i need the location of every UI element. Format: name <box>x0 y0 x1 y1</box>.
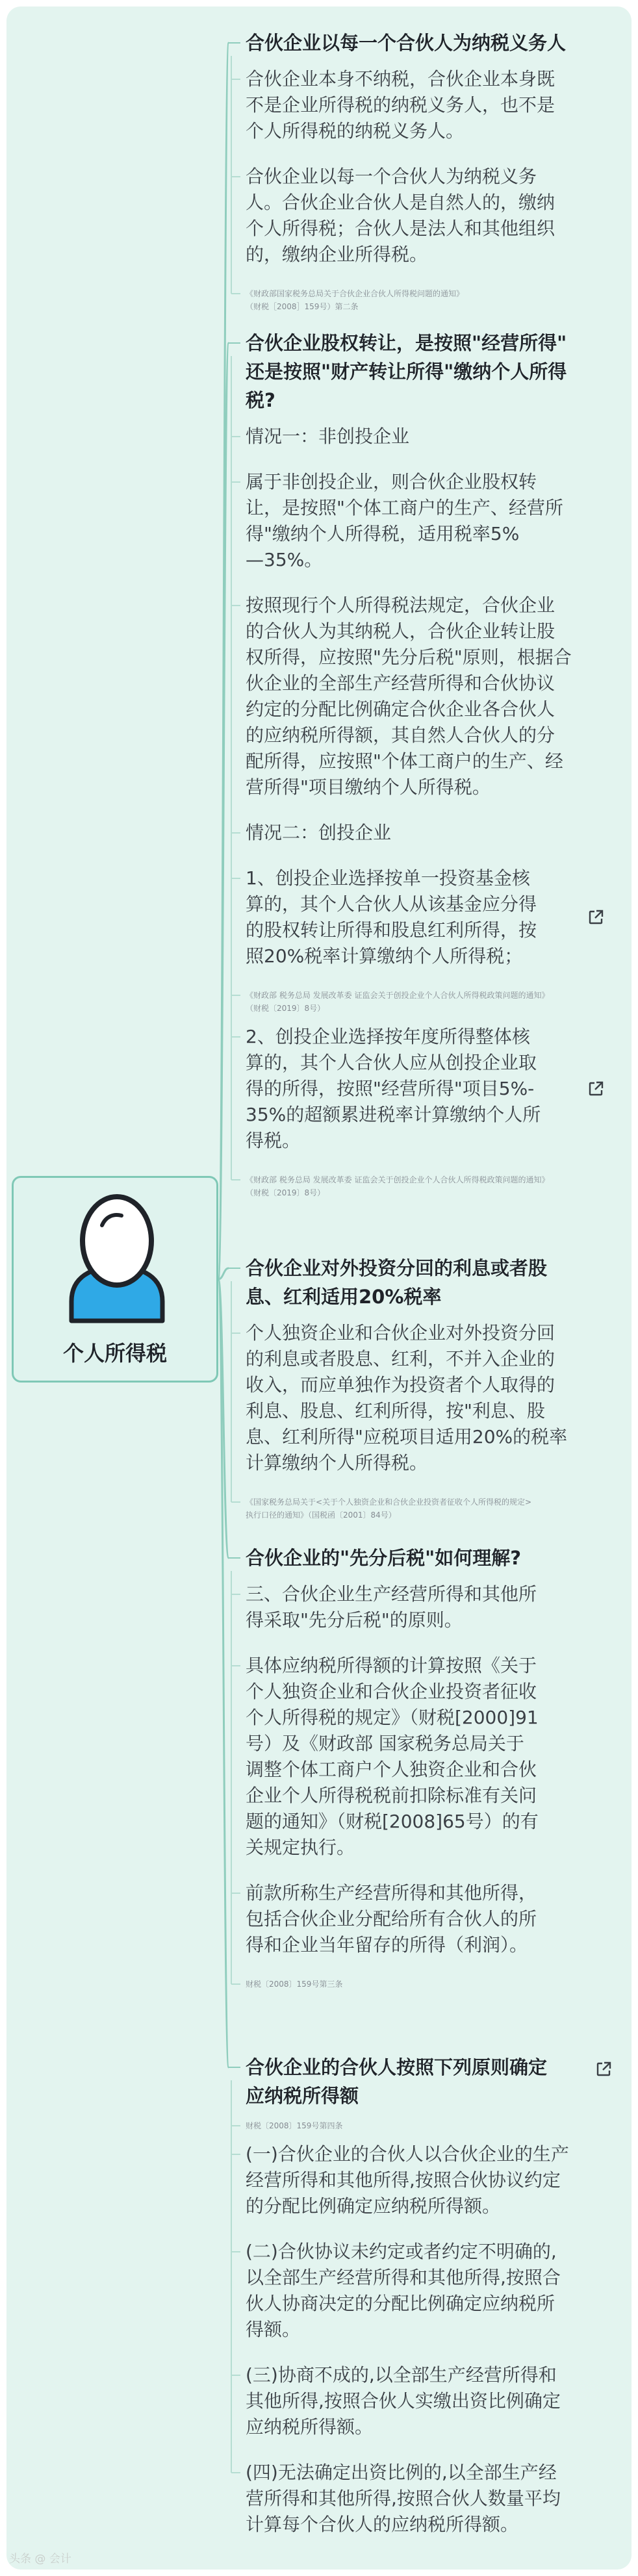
branch-title-line: 应纳税所得额 <box>246 2085 359 2107</box>
branch-title-line: 税? <box>246 389 275 411</box>
content-paragraph-line: 得和企业当年留存的所得（利润）。 <box>246 1934 528 1956</box>
content-paragraph-line: 得采取"先分后税"的原则。 <box>246 1609 463 1631</box>
content-paragraph <box>246 2239 561 2343</box>
content-paragraph-line: (一)合伙企业的合伙人以合伙企业的生产 <box>246 2143 569 2165</box>
branch-title-line: 还是按照"财产转让所得"缴纳个人所得 <box>246 361 567 383</box>
content-paragraph-line: 号）及《财政部 国家税务总局关于 <box>246 1733 524 1754</box>
branch-title-line: 合伙企业对外投资分回的利息或者股 <box>246 1257 548 1279</box>
content-paragraph-line: 题的通知》（财税[2008]65号）的有 <box>246 1811 539 1832</box>
content-paragraph-line: 按照现行个人所得税法规定，合伙企业 <box>246 594 555 616</box>
content-paragraph <box>246 1581 537 1633</box>
source-citation-note-line: 财税〔2008〕159号第三条 <box>246 1980 343 1989</box>
content-paragraph <box>246 1320 567 1476</box>
source-citation-note-line: 财税〔2008〕159号第四条 <box>246 2121 343 2130</box>
content-paragraph-line: 个人所得税的纳税义务人。 <box>246 120 465 142</box>
content-paragraph-line: 不是企业所得税的纳税义务人，也不是 <box>246 94 555 116</box>
content-paragraph-line: 的合伙人为其纳税人，合伙企业转让股 <box>246 620 555 642</box>
content-paragraph-line: 个人所得税的规定》（财税[2000]91 <box>246 1707 539 1728</box>
content-paragraph-line: 得税。 <box>246 1130 301 1151</box>
content-paragraph-line: 个人所得税；合伙人是法人和其他组织 <box>246 218 555 239</box>
branch-title[interactable] <box>246 2053 547 2110</box>
content-paragraph-line: 情况二：创投企业 <box>246 822 392 843</box>
content-paragraph-line: 企业个人所得税税前扣除标准有关问 <box>246 1785 537 1806</box>
content-paragraph <box>246 1024 541 1154</box>
content-paragraph-line: —35%。 <box>246 549 323 570</box>
source-citation-note-line: 《国家税务总局关于<关于个人独资企业和合伙企业投资者征收个人所得税的规定> <box>246 1498 532 1507</box>
content-paragraph-line: 息、红利所得"应税项目适用20%的税率 <box>246 1426 568 1447</box>
content-paragraph <box>246 2141 569 2219</box>
branch-title-line: 合伙企业的合伙人按照下列原则确定 <box>246 2056 548 2078</box>
content-paragraph-line: 收入，而应单独作为投资者个人取得的 <box>246 1374 555 1396</box>
central-topic-label: 个人所得税 <box>62 1341 167 1366</box>
content-paragraph-line: 35%的超额累进税率计算缴纳个人所 <box>246 1104 541 1125</box>
content-paragraph-line: 人。合伙企业合伙人是自然人的，缴纳 <box>246 192 555 213</box>
content-paragraph <box>246 2460 561 2538</box>
content-paragraph-line: 其他所得,按照合伙人实缴出资比例确定 <box>246 2390 561 2412</box>
content-paragraph-line: 合伙企业以每一个合伙人为纳税义务 <box>246 166 537 187</box>
content-paragraph-line: 让，是按照"个体工商户的生产、经营所 <box>246 497 563 518</box>
content-paragraph-line: 得的所得，按照"经营所得"项目5%- <box>246 1078 535 1099</box>
source-citation-note <box>246 287 464 313</box>
content-paragraph <box>246 2362 561 2440</box>
content-paragraph-line: (三)协商不成的,以全部生产经营所得和 <box>246 2364 557 2386</box>
source-citation-note-line: （财税［2008］159号）第二条 <box>246 302 359 311</box>
content-paragraph-line: 伙企业的全部生产经营所得和合伙协议 <box>246 672 555 694</box>
content-paragraph-line: 属于非创投企业，则合伙企业股权转 <box>246 471 537 492</box>
content-paragraph-line: 算的，其个人合伙人应从创投企业取 <box>246 1052 537 1073</box>
content-paragraph-line: 个人独资企业和合伙企业对外投资分回 <box>246 1322 555 1344</box>
content-paragraph-line: 以全部生产经营所得和其他所得,按照合 <box>246 2267 561 2288</box>
branch-title-line: 合伙企业的"先分后税"如何理解? <box>246 1547 522 1569</box>
content-paragraph-line: 营所得"项目缴纳个人所得税。 <box>246 776 491 798</box>
external-link-icon[interactable] <box>595 2061 612 2078</box>
content-paragraph <box>246 66 555 144</box>
content-paragraph-line: 的，缴纳企业所得税。 <box>246 244 428 265</box>
content-paragraph <box>246 593 572 800</box>
content-paragraph-line: 利息、股息、红利所得，按"利息、股 <box>246 1400 545 1422</box>
content-paragraph <box>246 1880 537 1958</box>
branch-title[interactable] <box>246 29 566 57</box>
source-citation-note <box>246 1496 531 1522</box>
content-paragraph-line: 的分配比例确定应纳税所得额。 <box>246 2195 501 2217</box>
source-citation-note <box>246 2119 342 2132</box>
branch-title-line: 合伙企业股权转让，是按照"经营所得" <box>246 332 567 354</box>
content-paragraph-line: 经营所得和其他所得,按照合伙协议约定 <box>246 2169 561 2191</box>
source-citation-note-line: 执行口径的通知》（国税函〔2001〕84号） <box>246 1511 396 1520</box>
content-paragraph-line: 应纳税所得额。 <box>246 2416 374 2438</box>
source-citation-note <box>246 1173 549 1199</box>
content-paragraph-line: 计算每个合伙人的应纳税所得额。 <box>246 2514 519 2535</box>
watermark-text: 头条 @ 会计 <box>9 2553 71 2566</box>
content-paragraph-line: 配所得，应按照"个体工商户的生产、经 <box>246 750 563 772</box>
content-paragraph-line: 的股权转让所得和股息红利所得，按 <box>246 919 537 941</box>
content-paragraph <box>246 164 555 268</box>
content-paragraph-line: 的应纳税所得额，其自然人合伙人的分 <box>246 724 555 746</box>
content-paragraph-line: 计算缴纳个人所得税。 <box>246 1452 428 1473</box>
source-citation-note-line: （财税〔2019〕8号） <box>246 1004 325 1013</box>
content-paragraph <box>246 820 391 846</box>
content-paragraph-line: (四)无法确定出资比例的,以全部生产经 <box>246 2462 557 2483</box>
content-paragraph-line: 1、创投企业选择按单一投资基金核 <box>246 867 530 889</box>
content-paragraph-line: 包括合伙企业分配给所有合伙人的所 <box>246 1908 537 1930</box>
content-paragraph-line: 调整个体工商户个人独资企业和合伙 <box>246 1759 537 1780</box>
content-paragraph-line: 具体应纳税所得额的计算按照《关于 <box>246 1655 537 1676</box>
content-paragraph-line: 个人独资企业和合伙企业投资者征收 <box>246 1681 537 1702</box>
content-paragraph-line: 前款所称生产经营所得和其他所得， <box>246 1882 537 1904</box>
source-citation-note-line: （财税〔2019〕8号） <box>246 1188 325 1197</box>
source-citation-note <box>246 1978 342 1991</box>
content-paragraph-line: 的利息或者股息、红利，不并入企业的 <box>246 1348 555 1370</box>
content-paragraph-line: (二)合伙协议未约定或者约定不明确的, <box>246 2241 557 2262</box>
branch-title-line: 合伙企业以每一个合伙人为纳税义务人 <box>246 32 567 54</box>
content-paragraph-line: 照20%税率计算缴纳个人所得税； <box>246 945 523 967</box>
source-citation-note-line: 《财政部 税务总局 发展改革委 证监会关于创投企业个人合伙人所得税政策问题的通知》 <box>246 991 550 1000</box>
content-paragraph-line: 得"缴纳个人所得税，适用税率5% <box>246 523 520 544</box>
content-paragraph <box>246 469 563 573</box>
content-paragraph-line: 2、创投企业选择按年度所得整体核 <box>246 1026 530 1047</box>
source-citation-note-line: 《财政部国家税务总局关于合伙企业合伙人所得税问题的通知》 <box>246 289 465 298</box>
content-paragraph-line: 得额。 <box>246 2319 301 2340</box>
source-citation-note <box>246 989 549 1015</box>
content-paragraph-line: 合伙企业本身不纳税，合伙企业本身既 <box>246 68 555 90</box>
content-paragraph <box>246 424 409 450</box>
content-paragraph <box>246 865 537 969</box>
content-paragraph <box>246 1653 539 1861</box>
content-paragraph-line: 伙人协商决定的分配比例确定应纳税所 <box>246 2293 555 2314</box>
content-paragraph-line: 关规定执行。 <box>246 1837 355 1858</box>
branch-title[interactable] <box>246 329 567 414</box>
external-link-icon[interactable] <box>587 909 604 926</box>
branch-title[interactable] <box>246 1254 547 1311</box>
content-paragraph-line: 营所得和其他所得,按照合伙人数量平均 <box>246 2488 561 2509</box>
branch-title-line: 息、红利适用20%税率 <box>246 1286 442 1308</box>
content-paragraph-line: 三、合伙企业生产经营所得和其他所 <box>246 1583 537 1605</box>
content-paragraph-line: 约定的分配比例确定合伙企业各合伙人 <box>246 698 555 720</box>
branch-title[interactable] <box>246 1544 521 1572</box>
source-citation-note-line: 《财政部 税务总局 发展改革委 证监会关于创投企业个人合伙人所得税政策问题的通知》 <box>246 1175 550 1184</box>
external-link-icon[interactable] <box>587 1080 604 1097</box>
content-paragraph-line: 算的，其个人合伙人从该基金应分得 <box>246 893 537 915</box>
content-paragraph-line: 情况一：非创投企业 <box>246 426 410 447</box>
content-paragraph-line: 权所得，应按照"先分后税"原则，根据合 <box>246 646 572 668</box>
